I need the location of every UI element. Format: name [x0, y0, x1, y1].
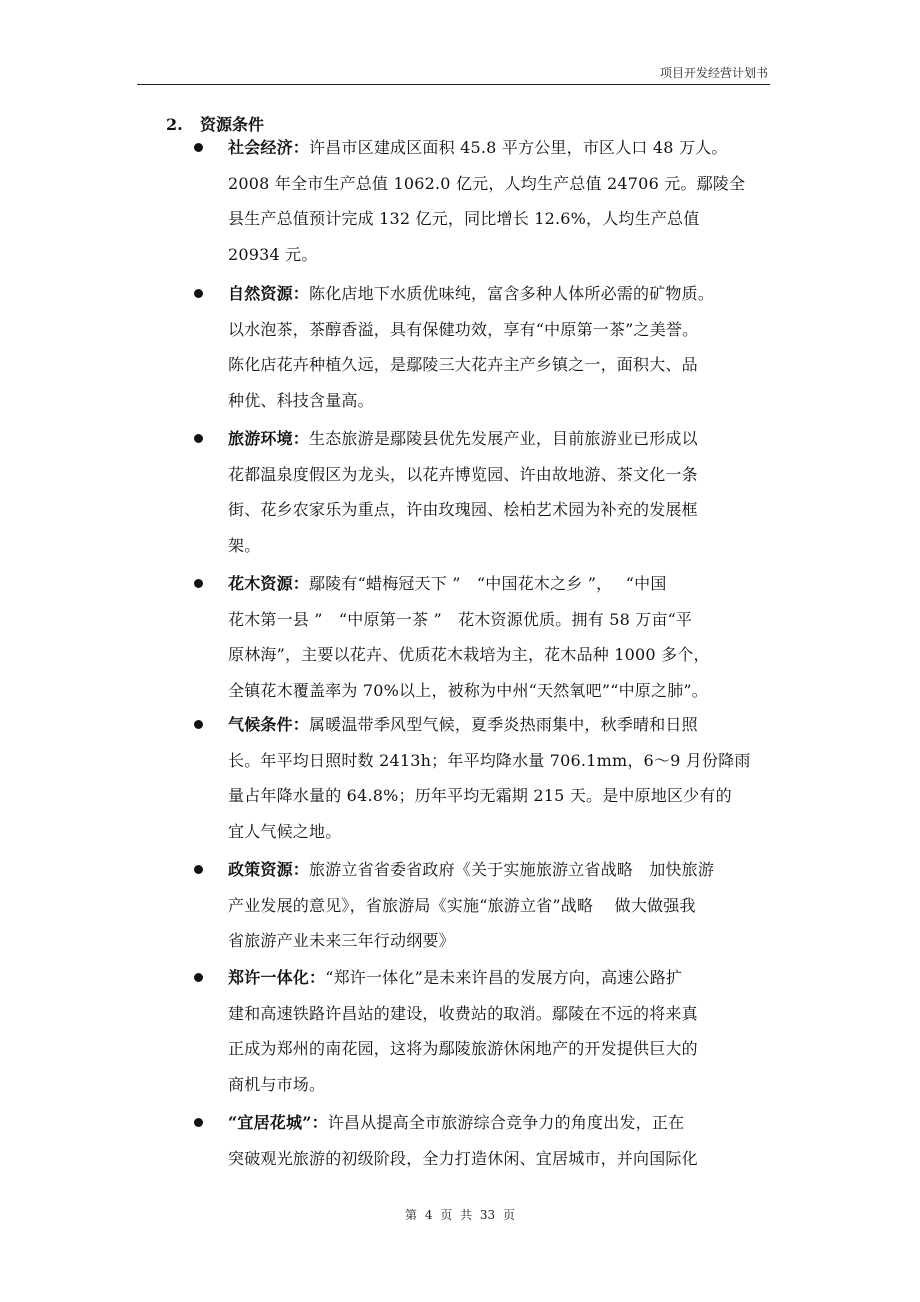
- bullet-line: 省旅游产业未来三年行动纲要》: [228, 931, 455, 950]
- bullet-text: [228, 130, 788, 272]
- page-footer: 第 4 页 共 33 页: [405, 1208, 515, 1222]
- bullet-line: 许昌从提高全市旅游综合竞争力的角度出发，正在: [327, 1113, 685, 1132]
- bullet-line: 全镇花木覆盖率为 70%以上，被称为中州“天然氧吧”“中原之肺”。: [228, 680, 708, 700]
- bullet-text: [228, 276, 788, 418]
- bullet-icon: [194, 434, 203, 443]
- bullet-text: [228, 566, 788, 708]
- bullet-text: [228, 1105, 788, 1176]
- bullet-line: 属暖温带季风型气候，夏季炎热雨集中，秋季晴和日照: [309, 715, 698, 734]
- bullet-line: 鄢陵有“蜡梅冠天下 ” “中国花木之乡 ”， “中国: [309, 574, 667, 593]
- section-title: 资源条件: [200, 115, 265, 134]
- header-rule: [137, 84, 770, 85]
- bullet-line: 陈化店花卉种植久远，是鄢陵三大花卉主产乡镇之一，面积大、品: [228, 355, 698, 374]
- bullet-line: 产业发展的意见》，省旅游局《实施“旅游立省”战略 做大做强我: [228, 895, 696, 915]
- bullet-line: 许昌市区建成区面积 45.8 平方公里，市区人口 48 万人。: [309, 138, 728, 157]
- bullet-icon: [194, 289, 203, 298]
- bullet-line: “郑许一体化”是未来许昌的发展方向，高速公路扩: [325, 968, 683, 987]
- bullet-line: 县生产总值预计完成 132 亿元，同比增长 12.6%，人均生产总值: [228, 209, 700, 228]
- bullet-line: 生态旅游是鄢陵县优先发展产业，目前旅游业已形成以: [309, 429, 698, 448]
- bullet-line: 突破观光旅游的初级阶段，全力打造休闲、宜居城市，并向国际化: [228, 1148, 698, 1168]
- bullet-lead: 社会经济：: [228, 138, 310, 157]
- bullet-icon: [194, 579, 203, 588]
- bullet-line: 以水泡茶，茶醇香溢，具有保健功效，享有“中原第一茶”之美誉。: [228, 319, 699, 339]
- bullet-icon: [194, 1118, 203, 1127]
- bullet-text: [228, 421, 788, 563]
- bullet-line: 街、花乡农家乐为重点，许由玫瑰园、桧柏艺术园为补充的发展框: [228, 500, 698, 519]
- bullet-lead: 政策资源：: [228, 860, 310, 879]
- bullet-icon: [194, 143, 203, 152]
- bullet-line: 量占年降水量的 64.8%；历年平均无霜期 215 天。是中原地区少有的: [228, 786, 732, 805]
- bullet-lead: 自然资源：: [228, 284, 310, 303]
- bullet-lead: “宜居花城”：: [228, 1113, 328, 1132]
- bullet-line: 宜人气候之地。: [228, 821, 342, 841]
- bullet-line: 长。年平均日照时数 2413h；年平均降水量 706.1mm，6～9 月份降雨: [228, 750, 751, 770]
- bullet-line: 花都温泉度假区为龙头，以花卉博览园、许由故地游、茶文化一条: [228, 464, 698, 484]
- bullet-text: [228, 960, 788, 1102]
- section-number: 2.: [166, 115, 183, 134]
- bullet-line: 建和高速铁路许昌站的建设，收费站的取消。鄢陵在不远的将来真: [228, 1003, 698, 1023]
- bullet-icon: [194, 720, 203, 729]
- bullet-text: [228, 707, 788, 849]
- bullet-line: 2008 年全市生产总值 1062.0 亿元，人均生产总值 24706 元。鄢陵全: [228, 173, 746, 193]
- bullet-line: 商机与市场。: [228, 1074, 326, 1094]
- bullet-line: 架。: [228, 535, 261, 555]
- bullet-line: 旅游立省省委省政府《关于实施旅游立省战略 加快旅游: [309, 860, 715, 879]
- bullet-line: 20934 元。: [228, 244, 318, 264]
- bullet-icon: [194, 865, 203, 874]
- bullet-lead: 郑许一体化：: [228, 968, 326, 987]
- bullet-text: [228, 852, 788, 959]
- bullet-line: 陈化店地下水质优味纯，富含多种人体所必需的矿物质。: [309, 284, 715, 303]
- bullet-icon: [194, 973, 203, 982]
- bullet-lead: 花木资源：: [228, 574, 310, 593]
- bullet-lead: 气候条件：: [228, 715, 310, 734]
- header-title: 项目开发经营计划书: [659, 66, 768, 80]
- bullet-line: 种优、科技含量高。: [228, 390, 374, 410]
- bullet-line: 花木第一县 ” “中原第一茶 ” 花木资源优质。拥有 58 万亩“平: [228, 609, 693, 629]
- bullet-line: 正成为郑州的南花园，这将为鄢陵旅游休闲地产的开发提供巨大的: [228, 1039, 698, 1058]
- bullet-line: 原林海”，主要以花卉、优质花木栽培为主，花木品种 1000 多个，: [228, 645, 710, 664]
- bullet-lead: 旅游环境：: [228, 429, 310, 448]
